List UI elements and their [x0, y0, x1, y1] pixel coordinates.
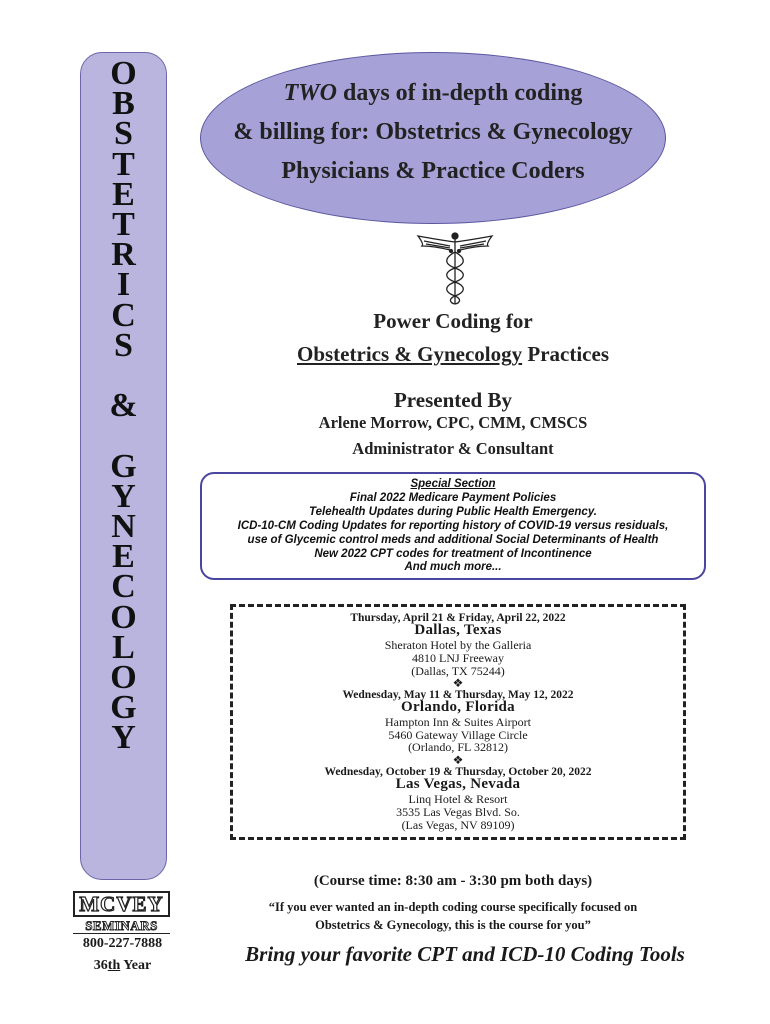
vertical-letter: & — [109, 387, 138, 425]
event-lasvegas-citystate: (Las Vegas, NV 89109) — [401, 818, 515, 832]
vertical-letter: T — [112, 145, 135, 183]
presented-by: Presented By — [393, 388, 512, 412]
event-orlando-venue: Hampton Inn & Suites Airport — [385, 715, 531, 729]
vertical-letter: T — [112, 206, 135, 244]
tagline: Bring your favorite CPT and ICD-10 Coding Tools — [245, 942, 685, 966]
vertical-letter: E — [112, 175, 135, 213]
special-line-2: Telehealth Updates during Public Health Emergency. — [309, 506, 597, 518]
vertical-letter: Y — [111, 477, 136, 515]
separator-icon: ❖ — [452, 676, 464, 690]
year-count — [70, 958, 175, 974]
header-two: TWO — [283, 80, 337, 106]
vertical-letter: G — [110, 447, 137, 485]
course-title-line-2-rest: Practices — [522, 342, 609, 366]
quote-line-2: Obstetrics & Gynecology, this is the course for you” — [315, 918, 591, 932]
vertical-letter: O — [110, 598, 137, 636]
vertical-letter: B — [112, 85, 135, 123]
mcvey-logo: MCVEY — [73, 891, 170, 917]
vertical-letter: G — [110, 689, 137, 727]
course-title-line-2 — [270, 342, 636, 367]
vertical-letter: R — [111, 236, 136, 274]
vertical-letter: O — [110, 659, 137, 697]
header-line-2: & billing for: Obstetrics & Gynecology — [233, 119, 633, 145]
event-dallas-address: 4810 LNJ Freeway — [412, 651, 504, 665]
event-dallas-dates: Thursday, April 21 & Friday, April 22, 2022 — [350, 612, 566, 624]
event-lasvegas-address: 3535 Las Vegas Blvd. So. — [396, 805, 520, 819]
special-line-5: New 2022 CPT codes for treatment of Incontinence — [314, 548, 592, 560]
quote-line-1: “If you ever wanted an in-depth coding course specifically focused on — [268, 900, 638, 914]
course-title-specialty: Obstetrics & Gynecology — [297, 342, 523, 366]
vertical-letter: N — [111, 508, 136, 546]
event-lasvegas-venue: Linq Hotel & Resort — [408, 792, 508, 806]
testimonial-quote — [200, 898, 706, 934]
presenter-role: Administrator & Consultant — [352, 439, 554, 458]
phone-number: 800-227-7888 — [82, 936, 163, 951]
vertical-letter: S — [114, 326, 133, 364]
special-line-1: Final 2022 Medicare Payment Policies — [349, 492, 557, 504]
vertical-letter: S — [114, 115, 133, 153]
vertical-letter: I — [116, 266, 131, 304]
vertical-letter: O — [110, 55, 137, 92]
caduceus-icon — [410, 232, 500, 308]
header-line-1 — [200, 80, 666, 107]
event-orlando-address: 5460 Gateway Village Circle — [388, 728, 528, 742]
event-dallas-venue: Sheraton Hotel by the Galleria — [384, 638, 532, 652]
presenter-name: Arlene Morrow, CPC, CMM, CMSCS — [318, 413, 588, 432]
special-line-3: ICD-10-CM Coding Updates for reporting history of COVID-19 versus residuals, — [237, 520, 669, 532]
event-dallas-citystate: (Dallas, TX 75244) — [411, 664, 505, 678]
separator-icon: ❖ — [452, 753, 464, 767]
vertical-letter: C — [111, 296, 136, 334]
event-orlando-city: Orlando, Florida — [401, 699, 515, 715]
vertical-letter: L — [112, 628, 135, 666]
event-lasvegas-city: Las Vegas, Nevada — [395, 776, 521, 792]
header-line-1-rest: days of in-depth coding — [336, 80, 583, 106]
special-section-heading: Special Section — [410, 478, 496, 490]
event-orlando-citystate: (Orlando, FL 32812) — [408, 740, 508, 754]
vertical-letter: E — [112, 538, 135, 576]
header-line-3: Physicians & Practice Coders — [281, 158, 585, 184]
year-suffix: th — [107, 958, 121, 973]
event-lasvegas-dates: Wednesday, October 19 & Thursday, October 20, 2022 — [324, 766, 592, 778]
course-time: (Course time: 8:30 am - 3:30 pm both days) — [313, 873, 593, 889]
event-dallas-city: Dallas, Texas — [414, 622, 502, 638]
vertical-letter: Y — [111, 719, 136, 757]
year-number: 36 — [93, 958, 108, 973]
mcvey-logo-subtitle: SEMINARS — [73, 918, 170, 934]
vertical-title — [81, 55, 166, 757]
special-line-6: And much more... — [404, 561, 502, 573]
year-word: Year — [120, 958, 152, 973]
vertical-title-bar — [80, 52, 167, 880]
event-orlando-dates: Wednesday, May 11 & Thursday, May 12, 2022 — [342, 689, 574, 701]
course-title-line-1: Power Coding for — [373, 309, 533, 333]
vertical-letter: C — [111, 568, 136, 606]
special-line-4: use of Glycemic control meds and additional Social Determinants of Health — [247, 534, 659, 546]
